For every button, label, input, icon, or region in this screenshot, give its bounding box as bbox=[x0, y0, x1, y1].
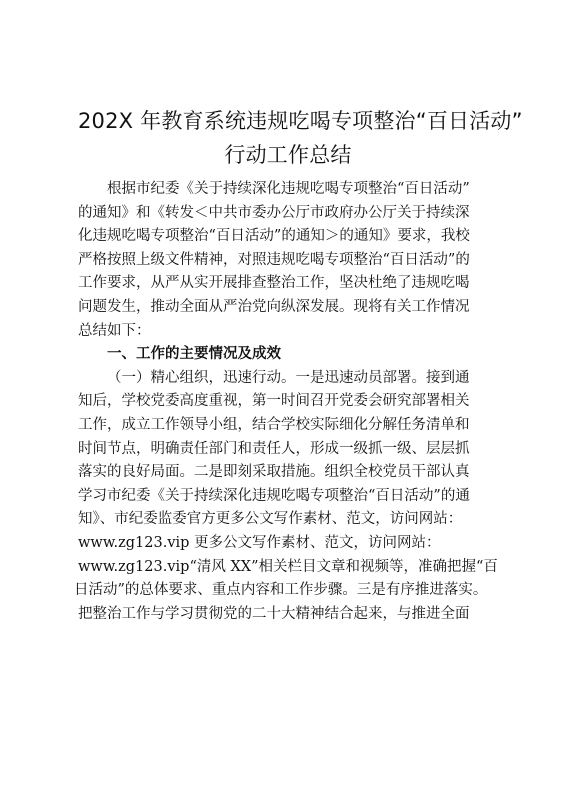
paragraph-intro bbox=[78, 178, 498, 343]
title-line-1: 202X 年教育系统违规吃喝专项整治“百日活动” bbox=[78, 109, 523, 133]
text-line: 知后，学校党委高度重视，第一时间召开党委会研究部署相关 bbox=[78, 393, 470, 410]
text-line: www.zg123.vip 更多公文写作素材、范文，访问网站： bbox=[78, 534, 441, 551]
section-heading: 一、工作的主要情况及成效 bbox=[107, 346, 281, 363]
document-body bbox=[74, 178, 498, 626]
text-line: （一）精心组织，迅速行动。一是迅速动员部署。接到通 bbox=[107, 369, 470, 386]
title-line-2: 行动工作总结 bbox=[224, 143, 352, 167]
text-line: 把整治工作与学习贯彻党的二十大精神结合起来，与推进全面 bbox=[78, 605, 470, 622]
text-line: 根据市纪委《关于持续深化违规吃喝专项整治“百日活动” bbox=[107, 181, 470, 197]
text-line: 问题发生，推动全面从严治党向纵深发展。现将有关工作情况 bbox=[78, 298, 470, 315]
text-line: www.zg123.vip“清风 XX”相关栏目文章和视频等，准确把握“百 bbox=[78, 558, 498, 575]
text-line: 工作要求，从严从实开展排查整治工作，坚决杜绝了违规吃喝 bbox=[78, 275, 470, 292]
text-line: 工作，成立工作领导小组，结合学校实际细化分解任务清单和 bbox=[78, 416, 470, 433]
text-line: 知》、市纪委监委官方更多公文写作素材、范文，访问网站： bbox=[78, 511, 463, 528]
text-line: 落实的良好局面。二是即刻采取措施。组织全校党员干部认真 bbox=[78, 464, 470, 481]
text-line: 日活动”的总体要求、重点内容和工作步骤。三是有序推进落实。 bbox=[74, 582, 488, 599]
document-title bbox=[78, 104, 523, 172]
text-line: 的通知》和《转发＜中共市委办公厅市政府办公厅关于持续深 bbox=[78, 204, 470, 221]
paragraph-section-1 bbox=[74, 367, 498, 627]
text-line: 时间节点，明确责任部门和责任人，形成一级抓一级、层层抓 bbox=[78, 440, 470, 457]
text-line: 学习市纪委《关于持续深化违规吃喝专项整治“百日活动”的通 bbox=[78, 487, 470, 504]
text-line: 总结如下： bbox=[78, 322, 151, 339]
text-line: 化违规吃喝专项整治“百日活动”的通知＞的通知》要求，我校 bbox=[78, 228, 470, 245]
text-line: 严格按照上级文件精神，对照违规吃喝专项整治“百日活动”的 bbox=[78, 251, 470, 268]
